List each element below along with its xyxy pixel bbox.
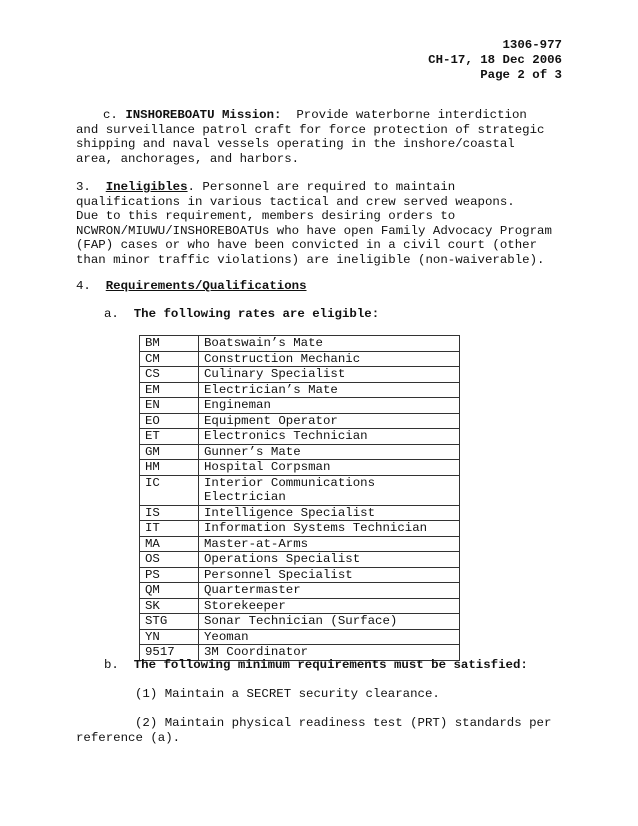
- rate-name: Engineman: [199, 398, 460, 414]
- table-row: [140, 336, 460, 352]
- rate-name: Sonar Technician (Surface): [199, 614, 460, 630]
- paragraph-4b: [104, 658, 574, 673]
- paragraph-4a-label: a.: [104, 307, 119, 321]
- rate-name: Intelligence Specialist: [199, 505, 460, 521]
- table-row: [140, 444, 460, 460]
- paragraph-4-number: 4.: [76, 279, 91, 293]
- table-row: [140, 351, 460, 367]
- rate-name: Electronics Technician: [199, 429, 460, 445]
- paragraph-c-text: Provide waterborne interdiction: [296, 108, 527, 122]
- paragraph-3-line: than minor traffic violations) are ineligible (non-waiverable).: [76, 252, 545, 267]
- table-row: [140, 398, 460, 414]
- rate-name: Boatswain’s Mate: [199, 336, 460, 352]
- rate-code: MA: [140, 536, 199, 552]
- page-number: Page 2 of 3: [480, 68, 562, 82]
- paragraph-3-title: Ineligibles: [105, 180, 188, 194]
- paragraph-3-line: Due to this requirement, members desiring orders to: [76, 209, 456, 223]
- table-row: [140, 583, 460, 599]
- rate-name: Yeoman: [199, 629, 460, 645]
- paragraph-4a-title: The following rates are eligible:: [133, 307, 380, 321]
- requirement-2-first-line: (2) Maintain physical readiness test (PRT) standards per: [135, 716, 552, 730]
- rate-name: Quartermaster: [199, 583, 460, 599]
- rate-name: Personnel Specialist: [199, 567, 460, 583]
- paragraph-c-line: and surveillance patrol craft for force protection of strategic: [76, 122, 545, 137]
- table-row: [140, 475, 460, 505]
- eligible-rates-table: [139, 335, 460, 661]
- paragraph-c: [76, 108, 566, 166]
- rate-name: Storekeeper: [199, 598, 460, 614]
- rate-name: Information Systems Technician: [199, 521, 460, 537]
- rate-name: Hospital Corpsman: [199, 460, 460, 476]
- table-row: [140, 629, 460, 645]
- requirement-1-text: (1) Maintain a SECRET security clearance.: [135, 687, 440, 701]
- paragraph-4: [76, 279, 566, 294]
- paragraph-c-label: c.: [103, 108, 118, 122]
- rate-code: CM: [140, 351, 199, 367]
- paragraph-c-title: INSHOREBOATU Mission:: [125, 108, 282, 122]
- rate-code: EN: [140, 398, 199, 414]
- paragraph-3: [76, 180, 596, 267]
- table-row: [140, 367, 460, 383]
- rate-code: PS: [140, 567, 199, 583]
- table-row: [140, 521, 460, 537]
- table-row: [140, 429, 460, 445]
- paragraph-4-title: Requirements/Qualifications: [105, 279, 307, 293]
- table-row: [140, 614, 460, 630]
- document-header: [428, 38, 562, 83]
- rate-name: Electrician’s Mate: [199, 382, 460, 398]
- requirement-2-second-line: reference (a).: [76, 730, 181, 745]
- change-date: CH-17, 18 Dec 2006: [428, 53, 562, 67]
- table-row: [140, 536, 460, 552]
- rate-name: Operations Specialist: [199, 552, 460, 568]
- table-row: [140, 413, 460, 429]
- table-row: [140, 598, 460, 614]
- paragraph-3-line: (FAP) cases or who have been convicted in a civil court (other: [76, 238, 538, 252]
- requirement-2: [76, 716, 576, 745]
- rate-code: EM: [140, 382, 199, 398]
- paragraph-4b-label: b.: [104, 658, 119, 672]
- paragraph-c-first-line: [76, 108, 566, 123]
- paragraph-c-line: shipping and naval vessels operating in the inshore/coastal: [76, 137, 515, 151]
- table-row: [140, 460, 460, 476]
- rate-code: QM: [140, 583, 199, 599]
- rate-code: 9517: [140, 645, 199, 661]
- table-row: [140, 382, 460, 398]
- table-row: [140, 567, 460, 583]
- rate-code: YN: [140, 629, 199, 645]
- rate-name: Gunner’s Mate: [199, 444, 460, 460]
- rate-name: Construction Mechanic: [199, 351, 460, 367]
- rate-code: IT: [140, 521, 199, 537]
- rate-name: 3M Coordinator: [199, 645, 460, 661]
- rate-code: OS: [140, 552, 199, 568]
- rate-name: Master-at-Arms: [199, 536, 460, 552]
- paragraph-4a: [104, 307, 594, 322]
- table-row: [140, 552, 460, 568]
- rate-code: EO: [140, 413, 199, 429]
- rate-code: IS: [140, 505, 199, 521]
- paragraph-4b-title: The following minimum requirements must be satisfied:: [133, 658, 528, 672]
- paragraph-3-number: 3.: [76, 180, 91, 194]
- rate-code: GM: [140, 444, 199, 460]
- document-number: 1306-977: [502, 38, 562, 52]
- rate-name: Culinary Specialist: [199, 367, 460, 383]
- paragraph-3-line: NCWRON/MIUWU/INSHOREBOATUs who have open Family Advocacy Program: [76, 223, 552, 238]
- requirement-1: [135, 687, 575, 702]
- paragraph-3-first-line: [76, 180, 596, 195]
- table-row: [140, 505, 460, 521]
- rate-code: ET: [140, 429, 199, 445]
- rate-code: STG: [140, 614, 199, 630]
- rate-name: Equipment Operator: [199, 413, 460, 429]
- paragraph-3-line: qualifications in various tactical and crew served weapons.: [76, 194, 515, 209]
- rate-name: Interior Communications Electrician: [199, 475, 460, 505]
- rate-code: SK: [140, 598, 199, 614]
- rate-code: CS: [140, 367, 199, 383]
- paragraph-c-line: area, anchorages, and harbors.: [76, 151, 300, 166]
- rate-code: IC: [140, 475, 199, 505]
- paragraph-3-text: . Personnel are required to maintain: [187, 180, 456, 194]
- rate-code: BM: [140, 336, 199, 352]
- rate-code: HM: [140, 460, 199, 476]
